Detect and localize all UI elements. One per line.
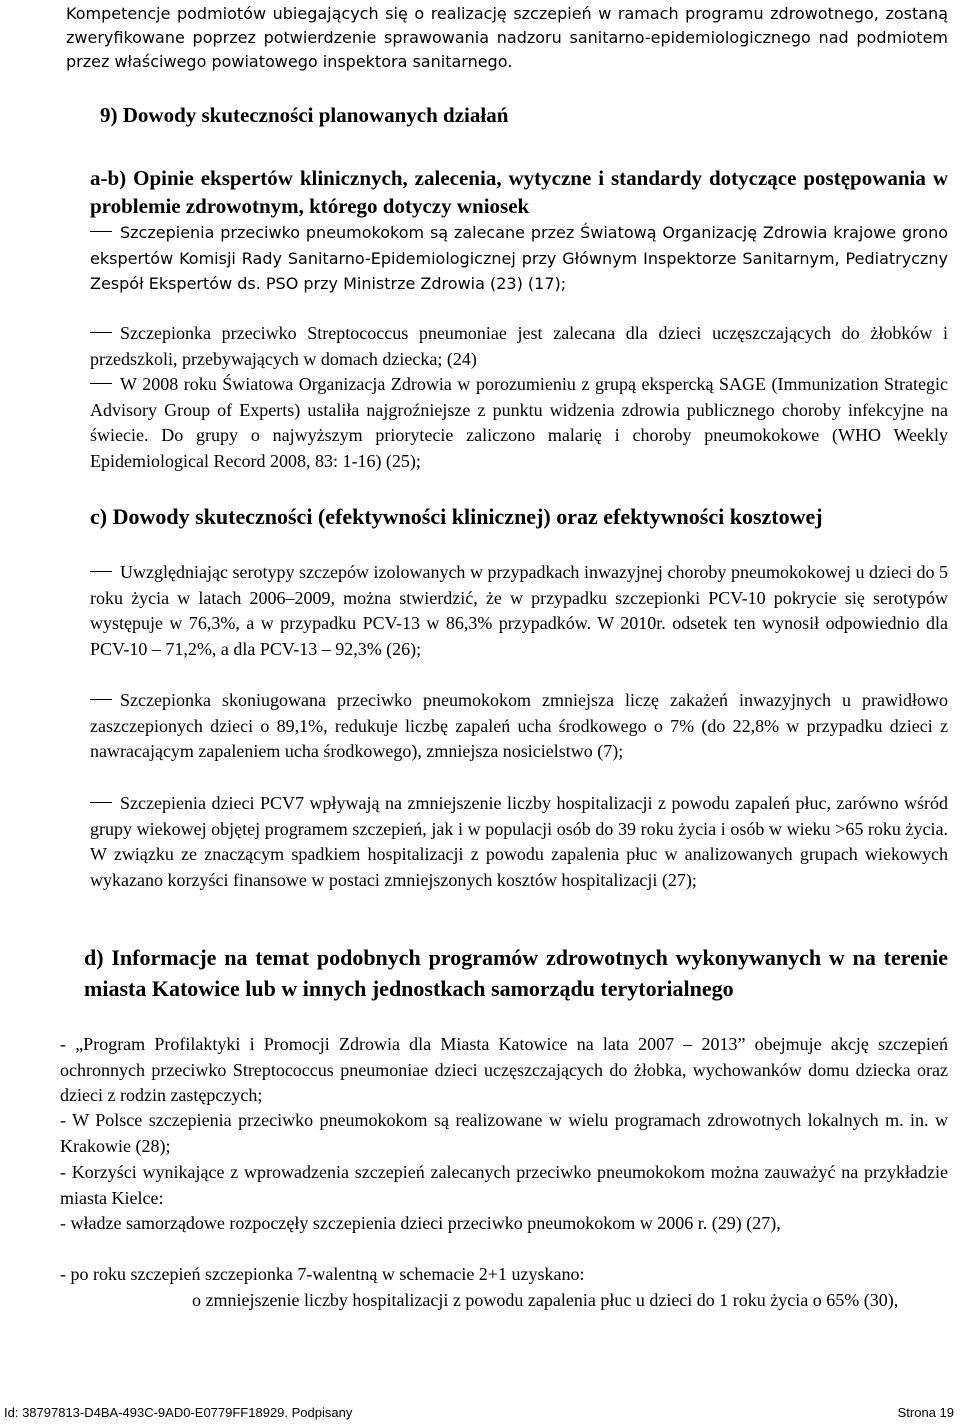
d-item-5: - po roku szczepień szczepionka 7-walentną w schemacie 2+1 uzyskano: (60, 1264, 585, 1284)
d-item-3: - Korzyści wynikające z wprowadzenia szczepień zalecanych przeciwko pneumokokom można zauważyć na przykładzie miasta Kielce: (60, 1162, 948, 1208)
c-item-3 (90, 791, 948, 893)
section-c-heading: c) Dowody skuteczności (efektywności klinicznej) oraz efektywności kosztowej (90, 504, 823, 529)
ab-item-2-text: Szczepionka przeciwko Streptococcus pneumoniae jest zalecana dla dzieci uczęszczających do żłobków i przedszkoli, przebywających w domach dziecka; (24) (90, 323, 948, 369)
section-9-heading: 9) Dowody skuteczności planowanych działań (100, 103, 509, 127)
dash-bullet (90, 699, 112, 700)
c-item-2-text: Szczepionka skoniugowana przeciwko pneumokokom zmniejsza liczę zakażeń inwazyjnych u prawidłowo zaszczepionych dzieci o 89,1%, redukuje liczbę zapaleń ucha środkowego o 7% (do 22,8% w przypadku dzieci z nawracającym zapaleniem ucha środkowego), zmniejsza nosicielstwo (7); (90, 690, 948, 762)
ab-item-2 (90, 321, 948, 372)
footer-document-id: Id: 38797813-D4BA-493C-9AD0-E0779FF18929. Podpisany (4, 1405, 353, 1420)
dash-bullet (90, 383, 112, 384)
section-d-heading: d) Informacje na temat podobnych programów zdrowotnych wykonywanych w na terenie miasta Katowice lub w innych jednostkach samorządu terytorialnego (84, 945, 948, 1001)
ab-item-1-text: Szczepienia przeciwko pneumokokom są zalecane przez Światową Organizację Zdrowia krajowe grono ekspertów Komisji Rady Sanitarno-Epidemiologicznej przy Głównym Inspektorze Sanitarnym, Pediatryczny Zespół Ekspertów ds. PSO przy Ministrze Zdrowia (23) (17); (90, 223, 948, 294)
d-item-2: - W Polsce szczepienia przeciwko pneumokokom są realizowane w wielu programach zdrowotnych lokalnych m. in. w Krakowie (28); (60, 1110, 948, 1156)
dash-bullet (90, 231, 112, 232)
d-subitem: o zmniejszenie liczby hospitalizacji z powodu zapalenia płuc u dzieci do 1 roku życia o 65% (30), (192, 1290, 899, 1310)
d-item-4: - władze samorządowe rozpoczęły szczepienia dzieci przeciwko pneumokokom w 2006 r. (29) (27), (60, 1213, 781, 1233)
ab-item-1 (90, 220, 948, 297)
c-item-1 (90, 560, 948, 662)
dash-bullet (90, 802, 112, 803)
c-item-3-text: Szczepienia dzieci PCV7 wpływają na zmniejszenie liczby hospitalizacji z powodu zapaleń płuc, zarówno wśród grupy wiekowej objętej programem szczepień, jak i w populacji osób do 39 roku życia i osób w wieku >65 roku życia. W związku ze znaczącym spadkiem hospitalizacji z powodu zapalenia płuc w analizowanych grupach wiekowych wykazano korzyści finansowe w postaci zmniejszonych kosztów hospitalizacji (27); (90, 793, 948, 890)
intro-paragraph: Kompetencje podmiotów ubiegających się o realizację szczepień w ramach programu zdrowotnego, zostaną zweryfikowane poprzez potwierdzenie sprawowania nadzoru sanitarno-epidemiologicznego nad podmiotem przez właściwego powiatowego inspektora sanitarnego. (66, 4, 948, 71)
c-item-1-text: Uwzględniając serotypy szczepów izolowanych w przypadkach inwazyjnej choroby pneumokokowej u dzieci do 5 roku życia w latach 2006–2009, można stwierdzić, że w przypadku szczepionki PCV-10 pokrycie się serotypów występuje w 76,3%, a w przypadku PCV-13 w 86,3% przypadków. W 2010r. odsetek ten wynosił odpowiednio dla PCV-10 – 71,2%, a dla PCV-13 – 92,3% (26); (90, 562, 948, 659)
ab-item-3 (90, 372, 948, 474)
ab-item-3-text: W 2008 roku Światowa Organizacja Zdrowia w porozumieniu z grupą ekspercką SAGE (Immunization Strategic Advisory Group of Experts) ustaliła najgroźniejsze z punktu widzenia zdrowia publicznego choroby infekcyjne na świecie. Do grupy o najwyższym priorytecie zaliczono malarię i choroby pneumokokowe (WHO Weekly Epidemiological Record 2008, 83: 1-16) (25); (90, 374, 948, 471)
footer-page-number: Strona 19 (897, 1405, 954, 1420)
dash-bullet (90, 332, 112, 333)
section-ab-heading: a-b) Opinie ekspertów klinicznych, zalecenia, wytyczne i standardy dotyczące postępowania w problemie zdrowotnym, którego dotyczy wniosek (90, 166, 948, 218)
dash-bullet (90, 571, 112, 572)
c-item-2 (90, 688, 948, 765)
d-item-1: - „Program Profilaktyki i Promocji Zdrowia dla Miasta Katowice na lata 2007 – 2013” obejmuje akcję szczepień ochronnych przeciwko Streptococcus pneumoniae dzieci uczęszczających do żłobka, wychowanków domu dziecka oraz dzieci z rodzin zastępczych; (60, 1034, 948, 1106)
